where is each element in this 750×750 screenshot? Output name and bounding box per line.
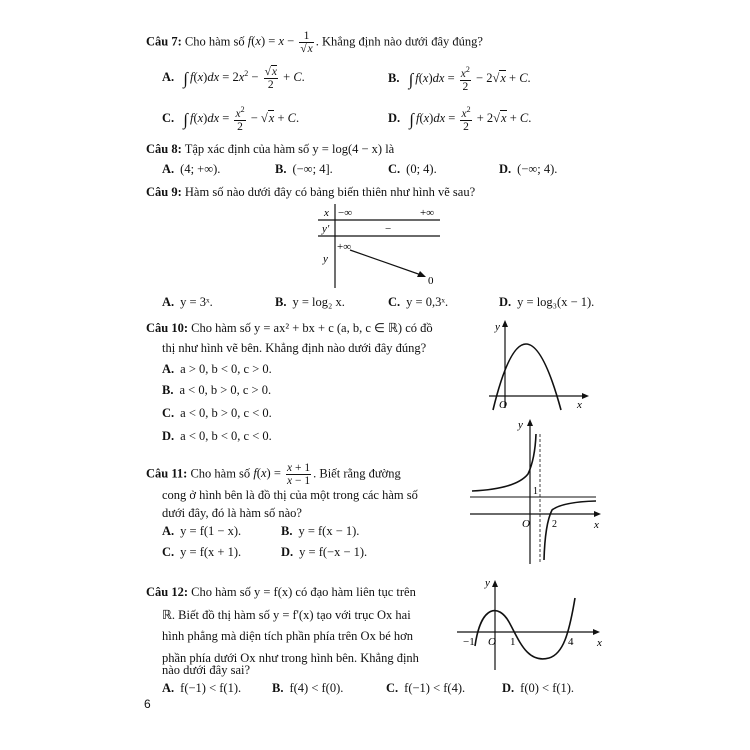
q9-option-c[interactable]: C. y = 0,3ˣ. — [388, 295, 449, 309]
q7-stem — [146, 30, 483, 55]
q12-option-d[interactable]: D. f(0) < f(1). — [502, 681, 575, 695]
q11-y-label: y — [518, 419, 523, 431]
q11-stem-line3: dưới đây, đó là hàm số nào? — [162, 506, 302, 520]
q12-x-arrow — [593, 629, 600, 635]
q10-stem-line1: Câu 10: Cho hàm số y = ax² + bx + c (a, b, c ∈ ℝ) có đồ — [146, 321, 433, 335]
q12-y-label: y — [485, 577, 490, 589]
q12-derivative-graph — [455, 574, 605, 672]
q10-parabola-graph — [485, 318, 595, 413]
q12-stem-line2: ℝ. Biết đồ thị hàm số y = f'(x) tạo với trục Ox hai — [162, 608, 411, 622]
variation-table — [300, 204, 450, 288]
table-y-label: y — [323, 253, 328, 265]
q7-option-c[interactable]: C. ∫ f(x)dx = $\frac{x^2}{2}$ − √x + C. — [162, 105, 300, 133]
q12-x-label: x — [597, 637, 602, 649]
q11-stem-line2: cong ở hình bên là đồ thị của một trong các hàm số — [162, 488, 418, 502]
q7-text-b: . Khẳng định nào dưới đây đúng? — [315, 34, 483, 49]
q10-stem-line2: thị như hình vẽ bên. Khẳng định nào dưới đây đúng? — [162, 341, 427, 355]
q10-option-c[interactable]: C. a < 0, b > 0, c < 0. — [162, 406, 272, 420]
q12-y-arrow — [492, 580, 498, 587]
q9-option-b[interactable]: B. y = log₂ x. — [275, 295, 345, 309]
q8-option-d[interactable]: D. (−∞; 4). — [499, 162, 558, 176]
q12-stem-line4: phần phía dưới Ox như trong hình bên. Khẳng định — [162, 651, 419, 665]
q11-origin-label: O — [522, 518, 530, 530]
q7-label: Câu 7: — [146, 34, 182, 49]
q9-option-d[interactable]: D. y = log₃(x − 1). — [499, 295, 595, 309]
q11-option-a[interactable]: A. y = f(1 − x). — [162, 524, 242, 538]
q10-y-label: y — [495, 321, 500, 333]
q11-x-arrow — [594, 511, 601, 517]
q12-option-a[interactable]: A. f(−1) < f(1). — [162, 681, 242, 695]
q10-option-b[interactable]: B. a < 0, b > 0, c > 0. — [162, 383, 272, 397]
q12-stem-line5: nào dưới đây sai? — [162, 663, 251, 677]
q12-derivative-curve — [475, 598, 575, 659]
q8-stem: Câu 8: Tập xác định của hàm số y = log(4 − x) là — [146, 142, 395, 156]
q11-y-arrow — [527, 419, 533, 426]
q7-option-d-math: ∫ f(x)dx = $\frac{x^2}{2}$ + 2√x + C. — [409, 105, 532, 133]
q11-left-branch — [472, 434, 536, 491]
q10-origin-label: O — [499, 399, 507, 411]
q12-stem-line3: hình phẳng mà diện tích phần phía trên Ox bé hơn — [162, 629, 413, 643]
q7-option-a-math: ∫ $f(x)dx = 2x^2$ − $\frac{√x}{2}$ + C. — [183, 66, 305, 92]
q11-right-branch — [544, 501, 596, 560]
q11-stem-line1: Câu 11: Cho hàm số f(x) = $\frac{x + 1}{x - 1}$ . Biết rằng đường — [146, 462, 401, 488]
q7-text-a: Cho hàm số — [184, 34, 245, 49]
q11-option-c[interactable]: C. y = f(x + 1). — [162, 545, 242, 559]
q7-option-b[interactable]: B. ∫ f(x)dx = $\frac{x^2}{2}$ − 2√x + C. — [388, 65, 531, 93]
q12-stem-line1: Câu 12: Cho hàm số y = f(x) có đạo hàm liên tục trên — [146, 585, 416, 599]
q11-x-label: x — [594, 519, 599, 531]
q8-option-c[interactable]: C. (0; 4). — [388, 162, 437, 176]
q12-tick-4: 4 — [568, 636, 574, 648]
q10-x-arrow — [582, 393, 589, 399]
q10-x-label: x — [577, 399, 582, 411]
q8-option-a[interactable]: A. (4; +∞). — [162, 162, 221, 176]
q11-option-b[interactable]: B. y = f(x − 1). — [281, 524, 360, 538]
table-y-end: 0 — [428, 275, 434, 287]
q9-option-a[interactable]: A. y = 3ˣ. — [162, 295, 213, 309]
q11-tick-2: 2 — [552, 519, 557, 530]
q12-option-b[interactable]: B. f(4) < f(0). — [272, 681, 344, 695]
q7-option-b-math: ∫ f(x)dx = $\frac{x^2}{2}$ − 2√x + C. — [408, 65, 531, 93]
q7-option-a[interactable]: A. ∫ $f(x)dx = 2x^2$ − $\frac{√x}{2}$ + C. — [162, 66, 305, 92]
q10-y-arrow — [502, 320, 508, 327]
q10-option-d[interactable]: D. a < 0, b < 0, c < 0. — [162, 429, 272, 443]
q12-origin-label: O — [488, 636, 496, 648]
q11-function: f(x) = $\frac{x + 1}{x - 1}$ — [253, 462, 311, 488]
q12-tick-1: 1 — [510, 636, 516, 648]
q7-option-c-math: ∫ f(x)dx = $\frac{x^2}{2}$ − √x + C. — [183, 105, 300, 133]
q12-option-c[interactable]: C. f(−1) < f(4). — [386, 681, 466, 695]
q12-tick-neg1: −1 — [463, 636, 475, 648]
table-x-end: +∞ — [420, 207, 435, 219]
q11-tick-1: 1 — [533, 486, 538, 497]
table-yprime-sign: − — [385, 223, 392, 235]
page-number: 6 — [144, 697, 151, 711]
q7-function: f(x) = x − $\frac{1}{√x}$ — [247, 30, 313, 56]
q10-option-a[interactable]: A. a > 0, b < 0, c > 0. — [162, 362, 272, 376]
q11-option-d[interactable]: D. y = f(−x − 1). — [281, 545, 368, 559]
q8-option-b[interactable]: B. (−∞; 4]. — [275, 162, 333, 176]
table-y-start: +∞ — [337, 241, 352, 253]
table-x-start: −∞ — [338, 207, 353, 219]
q11-hyperbola-graph — [468, 414, 608, 566]
table-x-label: x — [324, 207, 329, 219]
q9-stem: Câu 9: Hàm số nào dưới đây có bảng biến thiên như hình vẽ sau? — [146, 185, 476, 199]
table-decrease-arrow — [350, 250, 424, 276]
q7-option-d[interactable]: D. ∫ f(x)dx = $\frac{x^2}{2}$ + 2√x + C. — [388, 105, 532, 133]
table-yprime-label: y' — [322, 223, 330, 235]
